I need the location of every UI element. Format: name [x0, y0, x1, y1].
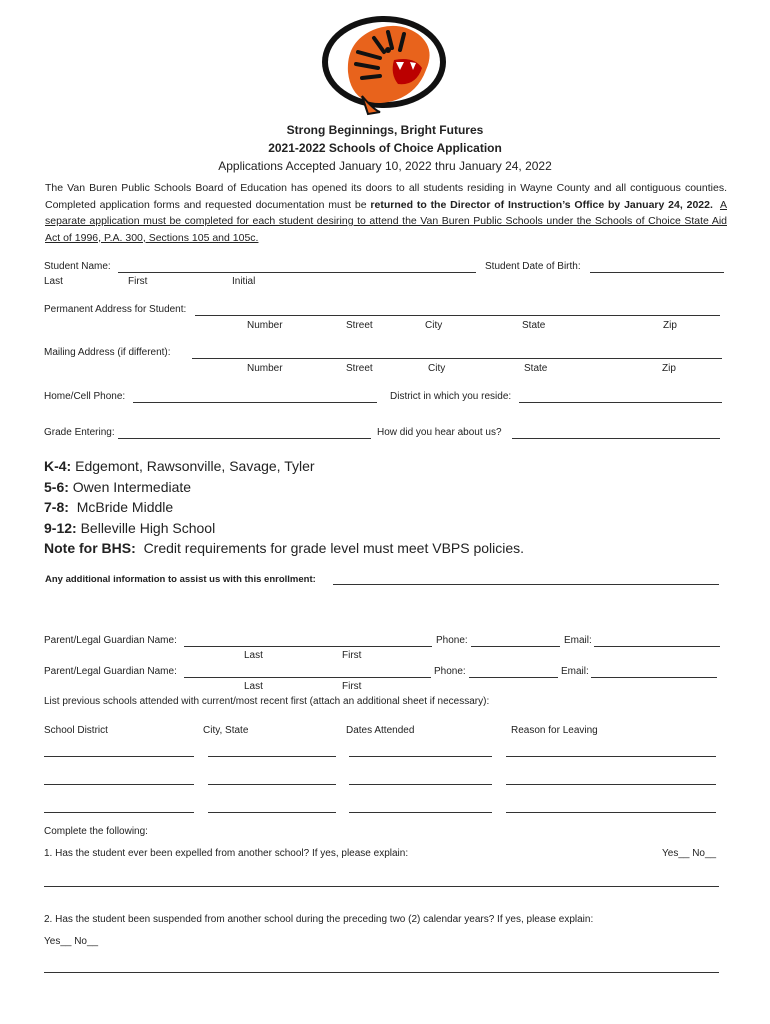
- tiger-logo: [318, 12, 450, 116]
- slogan: Strong Beginnings, Bright Futures: [286, 123, 484, 137]
- level-school: Belleville High School: [80, 519, 216, 536]
- sub-label-street: Street: [346, 320, 373, 331]
- heard-about-field[interactable]: [512, 438, 720, 439]
- sub-label-city: City: [428, 363, 446, 374]
- sub-label-number: Number: [247, 363, 283, 374]
- question-expelled-yesno[interactable]: Yes__ No__: [662, 848, 717, 859]
- guardian2-phone-label: Phone:: [434, 666, 466, 677]
- sub-label-zip: Zip: [662, 363, 676, 374]
- previous-schools-instruction: List previous schools attended with current/most recent first (attach an additional sheet if necessary):: [44, 696, 490, 707]
- school-levels: [44, 456, 524, 559]
- guardian2-email-field[interactable]: [591, 677, 717, 678]
- guardian2-name-field[interactable]: [184, 677, 431, 678]
- sub-label-zip: Zip: [663, 320, 677, 331]
- application-dates: Applications Accepted January 10, 2022 thru January 24, 2022: [218, 159, 552, 173]
- sub-label-last: Last: [44, 276, 63, 287]
- prev-district-field[interactable]: [44, 756, 194, 757]
- guardian2-phone-field[interactable]: [469, 677, 558, 678]
- level-grade: Note for BHS:: [44, 540, 136, 556]
- additional-info-field[interactable]: [333, 584, 719, 585]
- sub-label-number: Number: [247, 320, 283, 331]
- heard-about-label: How did you hear about us?: [377, 427, 502, 438]
- guardian2-email-label: Email:: [561, 666, 589, 677]
- guardian1-email-label: Email:: [564, 635, 592, 646]
- level-school: Owen Intermediate: [72, 478, 192, 495]
- level-school: McBride Middle: [76, 499, 174, 515]
- question-expelled: 1. Has the student ever been expelled from another school? If yes, please explain:: [44, 848, 409, 859]
- level-k4: [44, 456, 524, 477]
- level-school: Edgemont, Rawsonville, Savage, Tyler: [75, 458, 315, 474]
- guardian1-label: Parent/Legal Guardian Name:: [44, 635, 177, 646]
- sub-label-city: City: [425, 320, 443, 331]
- intro-deadline: returned to the Director of Instruction’s Office by January 24, 2022.: [370, 198, 713, 211]
- question-suspended-yesno[interactable]: Yes__ No__: [44, 936, 99, 947]
- guardian1-name-field[interactable]: [184, 646, 432, 647]
- sub-label-first: First: [128, 276, 148, 287]
- intro-paragraph: [45, 180, 727, 246]
- guardian2-label: Parent/Legal Guardian Name:: [44, 666, 177, 677]
- guardian1-email-field[interactable]: [594, 646, 720, 647]
- level-grade: 7-8:: [44, 499, 69, 515]
- student-name-label: Student Name:: [44, 261, 111, 272]
- prev-dates-field[interactable]: [349, 756, 492, 757]
- guardian1-phone-field[interactable]: [471, 646, 560, 647]
- prev-district-field[interactable]: [44, 812, 194, 813]
- page-title: 2021-2022 Schools of Choice Application: [268, 141, 502, 155]
- bhs-note: [44, 538, 524, 559]
- sub-label-last: Last: [244, 681, 263, 692]
- mailing-address-label: Mailing Address (if different):: [44, 347, 171, 358]
- student-dob-label: Student Date of Birth:: [485, 261, 581, 272]
- col-dates-attended: Dates Attended: [346, 725, 415, 736]
- question-suspended: 2. Has the student been suspended from another school during the preceding two (2) calendar years? If yes, please explain:: [44, 914, 594, 925]
- level-grade: 5-6:: [44, 478, 69, 495]
- level-grade: 9-12:: [44, 519, 77, 536]
- intro-text: The Van Buren Public Schools Board of Education has opened its doors to all students residing in Wayne County and all contiguous counties. Completed application forms and requested documentation must be: [45, 182, 727, 211]
- student-name-field[interactable]: [118, 272, 476, 273]
- prev-reason-field[interactable]: [506, 756, 716, 757]
- col-school-district: School District: [44, 725, 108, 736]
- mailing-address-field[interactable]: [192, 358, 722, 359]
- home-phone-label: Home/Cell Phone:: [44, 391, 126, 402]
- grade-entering-field[interactable]: [118, 438, 371, 439]
- district-label: District in which you reside:: [390, 391, 512, 402]
- guardian1-phone-label: Phone:: [436, 635, 468, 646]
- sub-label-last: Last: [244, 650, 263, 661]
- level-78: [44, 497, 524, 518]
- col-reason-leaving: Reason for Leaving: [511, 725, 598, 736]
- prev-reason-field[interactable]: [506, 784, 716, 785]
- level-56: [44, 477, 524, 498]
- suspended-explain-field[interactable]: [44, 972, 719, 973]
- district-field[interactable]: [519, 402, 722, 403]
- prev-city-field[interactable]: [208, 784, 336, 785]
- sub-label-street: Street: [346, 363, 373, 374]
- sub-label-initial: Initial: [232, 276, 256, 287]
- expelled-explain-field[interactable]: [44, 886, 719, 887]
- tiger-head-icon: [318, 12, 450, 116]
- sub-label-state: State: [524, 363, 548, 374]
- additional-info-label: Any additional information to assist us with this enrollment:: [45, 574, 316, 585]
- prev-dates-field[interactable]: [349, 812, 492, 813]
- complete-following-label: Complete the following:: [44, 826, 148, 837]
- sub-label-first: First: [342, 650, 362, 661]
- sub-label-first: First: [342, 681, 362, 692]
- prev-dates-field[interactable]: [349, 784, 492, 785]
- application-heading: [0, 121, 770, 175]
- permanent-address-field[interactable]: [195, 315, 720, 316]
- level-grade: K-4:: [44, 458, 72, 474]
- prev-district-field[interactable]: [44, 784, 194, 785]
- home-phone-field[interactable]: [133, 402, 377, 403]
- level-school: Credit requirements for grade level must meet VBPS policies.: [143, 540, 525, 556]
- prev-city-field[interactable]: [208, 812, 336, 813]
- permanent-address-label: Permanent Address for Student:: [44, 304, 187, 315]
- level-912: [44, 518, 524, 539]
- grade-entering-label: Grade Entering:: [44, 427, 115, 438]
- col-city-state: City, State: [203, 725, 249, 736]
- student-dob-field[interactable]: [590, 272, 724, 273]
- sub-label-state: State: [522, 320, 546, 331]
- intro-requirement: A separate application must be completed for each student desiring to attend the Van Buren Public Schools under the Schools of Choice State Aid Act of 1996, P.A. 300, Sections 105 and 105c.: [45, 198, 727, 244]
- prev-city-field[interactable]: [208, 756, 336, 757]
- prev-reason-field[interactable]: [506, 812, 716, 813]
